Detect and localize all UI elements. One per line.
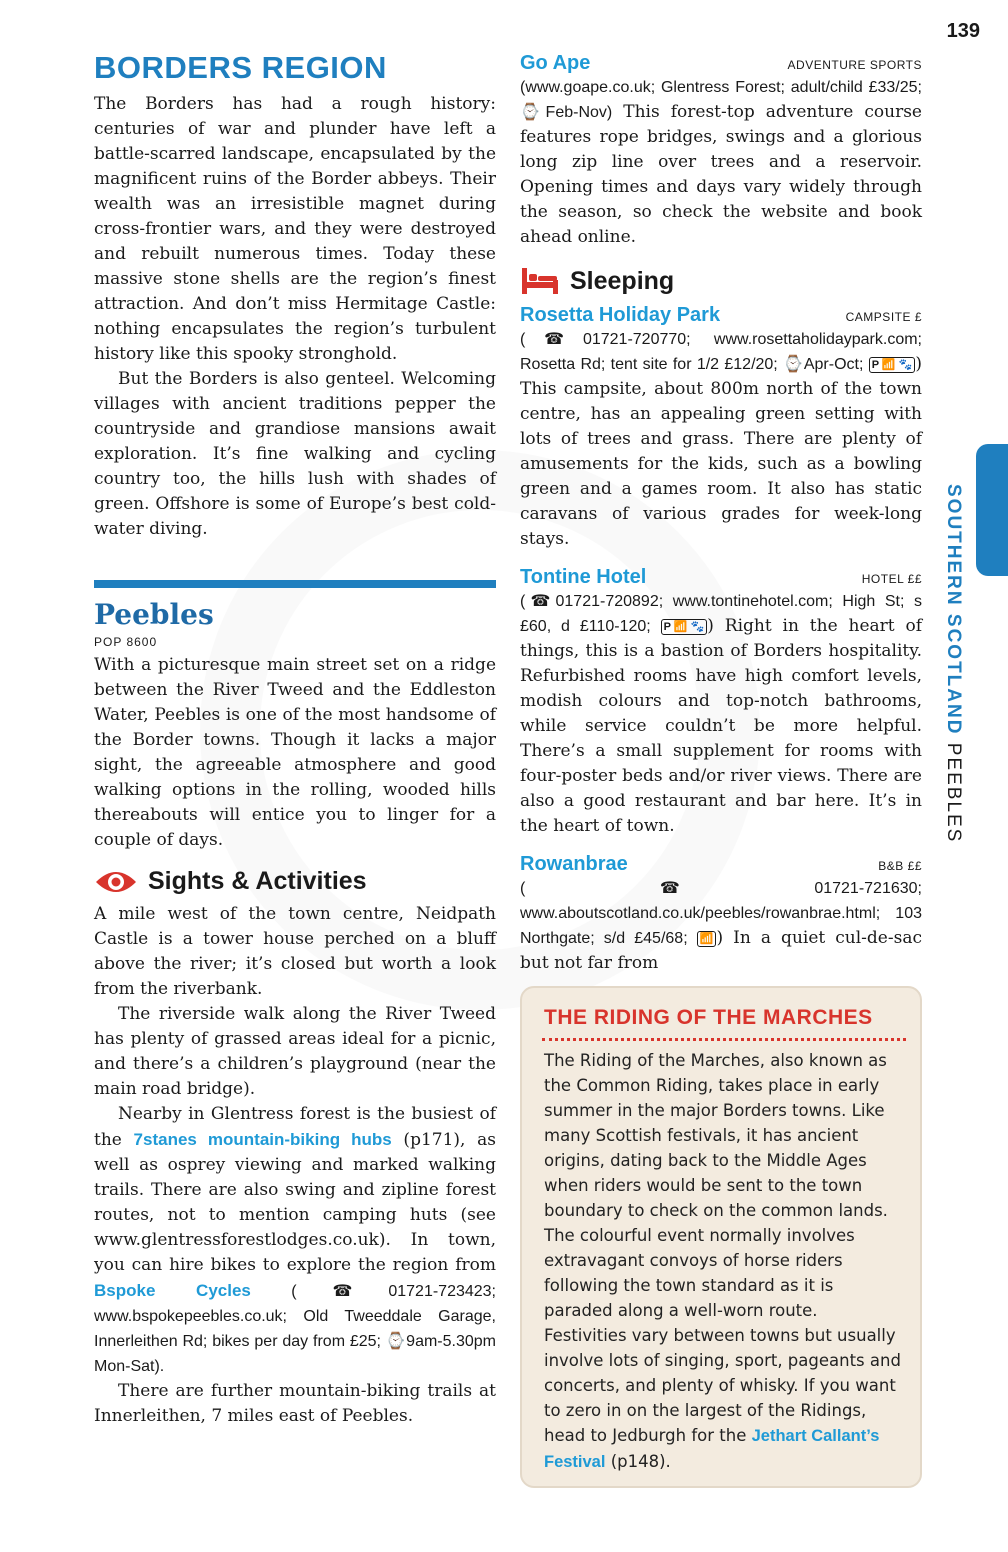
amenity-icons: P 📶 🐾 <box>661 619 708 635</box>
go-ape-entry <box>520 75 922 250</box>
text-run: ) Right in the heart of things, this is a bastion of Borders hospitality. Refurbished rooms have high comfort levels, modish colours and top-notch bathrooms, while service couldn’t be more helpful. There’s a small supplement for rooms with four-poster beds and/or river views. There are also a good restaurant and bar here. It’s in the heart of town. <box>520 616 922 836</box>
town-paragraph: With a picturesque main street set on a ridge between the River Tweed and the Eddleston Water, Peebles is one of the most handsome of the Border towns. Though it lacks a major sight, the agreeable atmosphere and good walking options in the rolling, wooded hills thereabouts will entice you to linger for a couple of days. <box>94 655 496 850</box>
left-column <box>94 48 496 1429</box>
page-number: 139 <box>946 20 980 42</box>
box-title: THE RIDING OF THE MARCHES <box>544 1006 873 1029</box>
right-column <box>520 52 922 976</box>
listing-type: B&B ££ <box>878 859 922 873</box>
section-rule <box>94 580 496 588</box>
sights-paragraph: The riverside walk along the River Tweed has plenty of grassed areas ideal for a picnic, and there’s a children’s playground (near the main road bridge). <box>94 1004 496 1099</box>
bed-icon <box>520 266 560 296</box>
text-run: The Riding of the Marches, also known as the Common Riding, takes place in early summer in the major Borders towns. Like many Scottish festivals, it has ancient origins, dating back to the Middle Ages when riders would be sent to the town boundary to check on the common lands. The colourful event normally involves extravagant convoys of horse riders following the town standard as it is paraded along a well-worn route. Festivities vary between towns but usually involve lots of singing, sport, pageants and concerts, and plenty of whisky. If you want to zero in on the largest of the Ridings, head to Jedburgh for the <box>544 1051 901 1445</box>
intro-paragraph: But the Borders is also genteel. Welcoming villages with ancient traditions pepper the countryside and grandiose mansions await exploration. It’s fine walking and cycling country too, the hills lush with shades of green. Offshore is some of Europe’s best cold-water diving. <box>94 369 496 539</box>
eye-icon <box>94 868 138 896</box>
chapter-label <box>934 484 964 844</box>
listing-type: HOTEL ££ <box>861 572 922 586</box>
amenity-icons: 📶 <box>697 931 717 947</box>
chapter-tab <box>976 444 1008 576</box>
listing-type: CAMPSITE £ <box>845 310 922 324</box>
rowanbrae-name[interactable]: Rowanbrae <box>520 853 628 875</box>
bspoke-cycles-link[interactable]: Bspoke Cycles <box>94 1281 251 1300</box>
go-ape-name[interactable]: Go Ape <box>520 52 591 74</box>
town-title: Peebles <box>94 598 214 631</box>
text-run: ) In a quiet cul-de-sac but not far from <box>520 928 922 973</box>
text-run: (p171), as well as osprey viewing and marked walking trails. There are also swing and zipline forest routes, not to mention camping huts (see www.glentressforestlodges.co.uk). In town, you can hire bikes to explore the region from <box>94 1130 496 1275</box>
text-run: Nearby in Glentress forest is the busiest of the <box>94 1104 496 1150</box>
riding-marches-box <box>520 986 922 1488</box>
box-text <box>544 1048 902 1475</box>
listing-header <box>520 304 922 327</box>
text-run: ) This campsite, about 800m north of the town centre, has an appealing green setting with lots of trees and grass. There are plenty of amusements for the kids, such as a bowling green and a games room. It also has static caravans of various grades for week-long stays. <box>520 354 922 549</box>
rosetta-entry <box>520 327 922 552</box>
sights-heading <box>94 867 496 896</box>
7stanes-link[interactable]: 7stanes mountain-biking hubs <box>133 1130 392 1149</box>
chapter-label-strong: SOUTHERN SCOTLAND <box>943 484 964 736</box>
sleeping-heading-label: Sleeping <box>570 266 675 295</box>
listing-header <box>520 853 922 876</box>
tontine-details: (☎01721-720892; www.tontinehotel.com; High St; s £60, d £110-120; <box>520 593 922 635</box>
text-run: This forest-top adventure course features rope bridges, swings and a glorious long zip line over trees and a reservoir. Opening times and days vary widely through the season, so check the website and book ahead online. <box>520 102 922 247</box>
sights-heading-label: Sights & Activities <box>148 867 367 895</box>
rosetta-name[interactable]: Rosetta Holiday Park <box>520 304 721 326</box>
box-divider <box>542 1038 906 1041</box>
listing-header <box>520 566 922 589</box>
go-ape-details: (www.goape.co.uk; Glentress Forest; adult/child £33/25; ⌚Feb-Nov) <box>520 79 922 121</box>
tontine-entry <box>520 589 922 839</box>
rosetta-details: (☎01721-720770; www.rosettaholidaypark.com; Rosetta Rd; tent site for 1/2 £12/20; ⌚Apr-Oct; <box>520 331 922 373</box>
population: POP 8600 <box>94 635 158 649</box>
jethart-link[interactable]: Jethart Callant’s Festival <box>544 1427 880 1471</box>
rowanbrae-entry <box>520 876 922 976</box>
rowanbrae-details: (☎01721-721630; www.aboutscotland.co.uk/peebles/rowanbrae.html; 103 Northgate; s/d £45/68; <box>520 880 922 947</box>
sights-paragraph: There are further mountain-biking trails at Innerleithen, 7 miles east of Peebles. <box>94 1381 496 1426</box>
sleeping-heading <box>520 266 922 296</box>
region-title: BORDERS REGION <box>94 50 387 85</box>
amenity-icons: P 📶 🐾 <box>869 357 916 373</box>
chapter-label-light: PEEBLES <box>943 742 964 844</box>
tontine-name[interactable]: Tontine Hotel <box>520 566 647 588</box>
intro-paragraph: The Borders has had a rough history: centuries of war and plunder have left a battle-scarred landscape, encapsulated by the magnificent ruins of the Border abbeys. Their wealth was an irresistible magnet during cross-frontier wars, and they were destroyed and rebuilt numerous times. Today these massive stone shells are the region’s finest attraction. And don’t miss Hermitage Castle: nothing encapsulates the region’s turbulent history like this spooky stronghold. <box>94 94 496 364</box>
listing-type: ADVENTURE SPORTS <box>787 58 922 72</box>
sights-paragraph <box>94 1102 496 1379</box>
bspoke-details: (☎01721-723423; www.bspokepeebles.co.uk; Old Tweeddale Garage, Innerleithen Rd; bikes per day from £25; ⌚9am-5.30pm Mon-Sat). <box>94 1283 496 1375</box>
listing-header <box>520 52 922 75</box>
text-run: (p148). <box>605 1452 671 1471</box>
sights-paragraph: A mile west of the town centre, Neidpath Castle is a tower house perched on a bluff above the river; it’s closed but worth a look from the riverbank. <box>94 904 496 999</box>
